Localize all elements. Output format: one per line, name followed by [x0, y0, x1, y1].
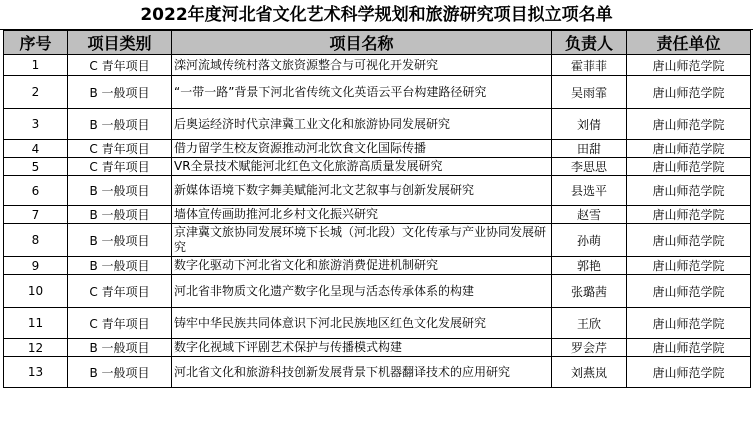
cell-leader[interactable]: 刘倩	[552, 109, 627, 140]
table-row	[4, 55, 751, 76]
cell-category[interactable]: C 青年项目	[68, 55, 172, 76]
cell-unit[interactable]: 唐山师范学院	[627, 140, 751, 158]
cell-project-name[interactable]: “一带一路”背景下河北省传统文化英语云平台构建路径研究	[172, 76, 552, 109]
cell-unit[interactable]: 唐山师范学院	[627, 257, 751, 275]
cell-project-name[interactable]: 河北省非物质文化遗产数字化呈现与活态传承体系的构建	[172, 275, 552, 308]
cell-leader[interactable]: 吴雨霏	[552, 76, 627, 109]
table-row	[4, 76, 751, 109]
cell-category[interactable]: B 一般项目	[68, 339, 172, 357]
table-row	[4, 275, 751, 308]
cell-project-name[interactable]: 河北省文化和旅游科技创新发展背景下机器翻译技术的应用研究	[172, 357, 552, 388]
cell-leader[interactable]: 郭艳	[552, 257, 627, 275]
cell-seq[interactable]: 8	[4, 224, 68, 257]
header-project-name[interactable]: 项目名称	[172, 31, 552, 55]
table-row	[4, 357, 751, 388]
cell-project-name[interactable]: 滦河流域传统村落文旅资源整合与可视化开发研究	[172, 55, 552, 76]
cell-unit[interactable]: 唐山师范学院	[627, 158, 751, 176]
cell-unit[interactable]: 唐山师范学院	[627, 55, 751, 76]
table-row	[4, 224, 751, 257]
cell-project-name[interactable]: 数字化驱动下河北省文化和旅游消费促进机制研究	[172, 257, 552, 275]
cell-category[interactable]: B 一般项目	[68, 176, 172, 206]
cell-unit[interactable]: 唐山师范学院	[627, 224, 751, 257]
cell-category[interactable]: C 青年项目	[68, 308, 172, 339]
cell-category[interactable]: B 一般项目	[68, 76, 172, 109]
cell-seq[interactable]: 4	[4, 140, 68, 158]
cell-seq[interactable]: 1	[4, 55, 68, 76]
cell-category[interactable]: B 一般项目	[68, 257, 172, 275]
cell-unit[interactable]: 唐山师范学院	[627, 357, 751, 388]
cell-category[interactable]: B 一般项目	[68, 206, 172, 224]
cell-leader[interactable]: 刘燕岚	[552, 357, 627, 388]
cell-category[interactable]: C 青年项目	[68, 158, 172, 176]
table-row	[4, 339, 751, 357]
cell-unit[interactable]: 唐山师范学院	[627, 76, 751, 109]
cell-seq[interactable]: 10	[4, 275, 68, 308]
header-seq[interactable]: 序号	[4, 31, 68, 55]
cell-leader[interactable]: 县选平	[552, 176, 627, 206]
cell-unit[interactable]: 唐山师范学院	[627, 176, 751, 206]
cell-leader[interactable]: 孙萌	[552, 224, 627, 257]
table-row	[4, 257, 751, 275]
cell-project-name[interactable]: VR全景技术赋能河北红色文化旅游高质量发展研究	[172, 158, 552, 176]
cell-leader[interactable]: 王欣	[552, 308, 627, 339]
cell-seq[interactable]: 12	[4, 339, 68, 357]
cell-category[interactable]: B 一般项目	[68, 357, 172, 388]
cell-seq[interactable]: 13	[4, 357, 68, 388]
cell-unit[interactable]: 唐山师范学院	[627, 109, 751, 140]
header-leader[interactable]: 负责人	[552, 31, 627, 55]
cell-seq[interactable]: 7	[4, 206, 68, 224]
cell-leader[interactable]: 田甜	[552, 140, 627, 158]
cell-seq[interactable]: 5	[4, 158, 68, 176]
cell-unit[interactable]: 唐山师范学院	[627, 339, 751, 357]
cell-leader[interactable]: 霍菲菲	[552, 55, 627, 76]
cell-project-name[interactable]: 京津冀文旅协同发展环境下长城（河北段）文化传承与产业协同发展研究	[172, 224, 552, 257]
cell-seq[interactable]: 2	[4, 76, 68, 109]
cell-project-name[interactable]: 墙体宣传画助推河北乡村文化振兴研究	[172, 206, 552, 224]
table-row	[4, 176, 751, 206]
table-row	[4, 158, 751, 176]
cell-unit[interactable]: 唐山师范学院	[627, 308, 751, 339]
cell-category[interactable]: C 青年项目	[68, 140, 172, 158]
table-row	[4, 308, 751, 339]
cell-seq[interactable]: 9	[4, 257, 68, 275]
cell-category[interactable]: B 一般项目	[68, 109, 172, 140]
cell-unit[interactable]: 唐山师范学院	[627, 275, 751, 308]
cell-project-name[interactable]: 新媒体语境下数字舞美赋能河北文艺叙事与创新发展研究	[172, 176, 552, 206]
cell-project-name[interactable]: 后奥运经济时代京津冀工业文化和旅游协同发展研究	[172, 109, 552, 140]
cell-category[interactable]: B 一般项目	[68, 224, 172, 257]
cell-leader[interactable]: 张璐茜	[552, 275, 627, 308]
table-row	[4, 140, 751, 158]
sheet-title: 2022年度河北省文化艺术科学规划和旅游研究项目拟立项名单	[0, 0, 753, 30]
cell-seq[interactable]: 6	[4, 176, 68, 206]
table-row	[4, 206, 751, 224]
cell-leader[interactable]: 赵雪	[552, 206, 627, 224]
cell-unit[interactable]: 唐山师范学院	[627, 206, 751, 224]
cell-project-name[interactable]: 借力留学生校友资源推动河北饮食文化国际传播	[172, 140, 552, 158]
cell-project-name[interactable]: 铸牢中华民族共同体意识下河北民族地区红色文化发展研究	[172, 308, 552, 339]
header-unit[interactable]: 责任单位	[627, 31, 751, 55]
cell-project-name[interactable]: 数字化视域下评剧艺术保护与传播模式构建	[172, 339, 552, 357]
cell-seq[interactable]: 11	[4, 308, 68, 339]
table-row	[4, 109, 751, 140]
cell-category[interactable]: C 青年项目	[68, 275, 172, 308]
header-category[interactable]: 项目类别	[68, 31, 172, 55]
cell-seq[interactable]: 3	[4, 109, 68, 140]
cell-leader[interactable]: 李思思	[552, 158, 627, 176]
header-row	[4, 31, 751, 55]
cell-leader[interactable]: 罗会芹	[552, 339, 627, 357]
project-table	[3, 30, 751, 388]
